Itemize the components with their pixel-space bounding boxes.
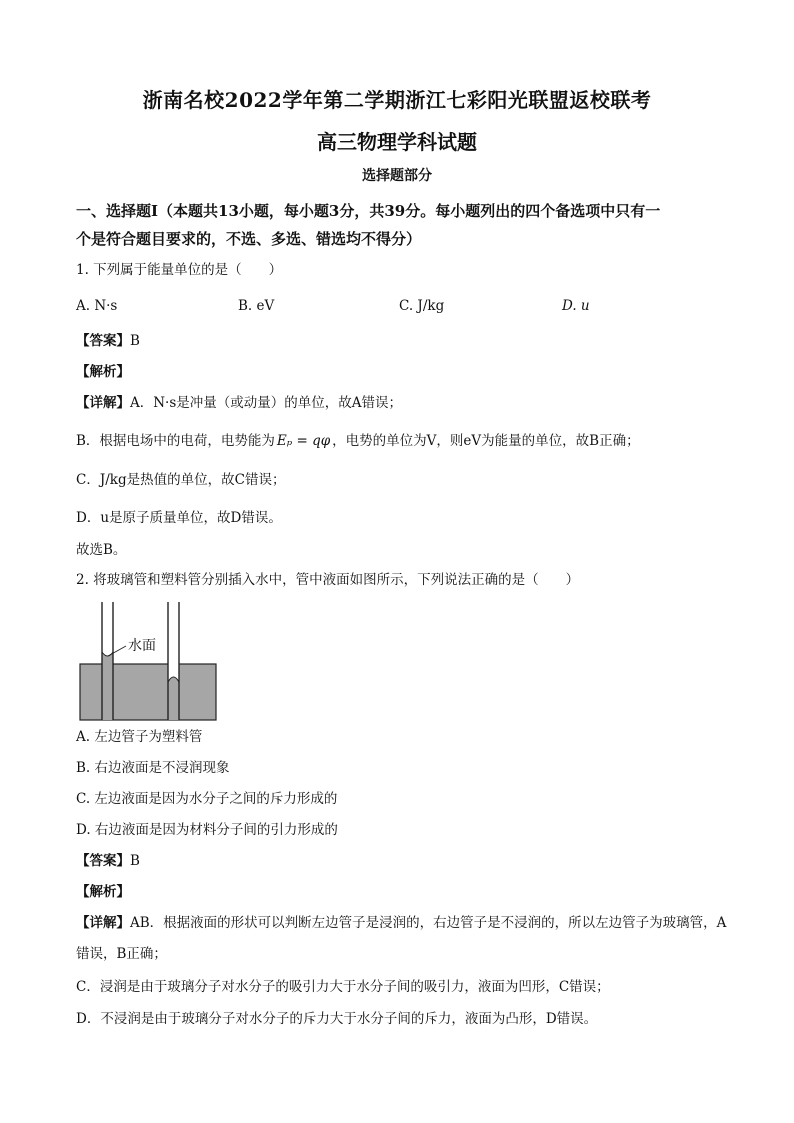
q1-stem: 1. 下列属于能量单位的是（ ） (76, 262, 283, 278)
q2-option-b: B. 右边液面是不浸润现象 (76, 760, 230, 776)
q1-detail-b (76, 431, 640, 451)
q1-detail-a-text: A．N·s是冲量（或动量）的单位，故A错误； (130, 395, 403, 411)
exam-title: 浙南名校2022学年第二学期浙江七彩阳光联盟返校联考 (142, 88, 652, 112)
right-tube-water (168, 677, 179, 720)
q2-detail-tag: 【详解】 (76, 915, 130, 931)
exam-subtitle: 高三物理学科试题 (317, 130, 477, 154)
q1-detail-b-pre: B．根据电场中的电荷，电势能为 (76, 433, 275, 449)
q1-option-b: B. eV (238, 298, 275, 314)
q1-option-d: D. u (562, 298, 590, 314)
water-surface-label: 水面 (128, 638, 156, 654)
q1-analysis-tag: 【解析】 (76, 364, 130, 380)
q2-option-d: D. 右边液面是因为材料分子间的引力形成的 (76, 822, 338, 838)
q2-answer (76, 851, 140, 871)
q1-answer-tag: 【答案】 (76, 333, 130, 349)
q2-detail-c: C．浸润是由于玻璃分子对水分子的吸引力大于水分子间的吸引力，液面为凹形，C错误； (76, 979, 610, 995)
q2-answer-tag: 【答案】 (76, 853, 130, 869)
part-heading: 选择题部分 (362, 168, 432, 184)
q2-option-c: C. 左边液面是因为水分子之间的斥力形成的 (76, 791, 338, 807)
q1-option-c: C. J/kg (399, 298, 445, 314)
capillary-tubes-figure (78, 600, 218, 722)
q2-answer-value: B (130, 853, 140, 869)
q2-option-a: A. 左边管子为塑料管 (76, 729, 203, 745)
water-body (80, 664, 216, 720)
left-tube-water (102, 652, 113, 720)
q1-detail-d: D．u是原子质量单位，故D错误。 (76, 510, 282, 526)
q2-detail-ab-line1 (76, 913, 726, 933)
q1-conclusion: 故选B。 (76, 542, 127, 558)
q2-detail-d: D．不浸润是由于玻璃分子对水分子的斥力大于水分子间的斥力，液面为凸形，D错误。 (76, 1011, 598, 1027)
q1-detail-c: C．J/kg是热值的单位，故C错误； (76, 472, 286, 488)
q1-detail-b-post: ，电势的单位为V，则eV为能量的单位，故B正确； (332, 433, 640, 449)
q2-detail-ab-line2: 错误，B正确； (76, 946, 167, 962)
q1-answer-value: B (130, 333, 140, 349)
q1-detail-a (76, 393, 402, 413)
q2-stem: 2. 将玻璃管和塑料管分别插入水中，管中液面如图所示，下列说法正确的是（ ） (76, 572, 580, 588)
q1-option-a: A. N·s (76, 298, 118, 314)
q1-detail-tag: 【详解】 (76, 395, 130, 411)
q2-detail-ab-text: AB．根据液面的形状可以判断左边管子是浸润的，右边管子是不浸润的，所以左边管子为玻璃管，A (130, 915, 727, 931)
q2-analysis-tag: 【解析】 (76, 884, 130, 900)
q1-answer (76, 331, 140, 351)
q1-detail-b-formula: Eₚ = qφ (276, 433, 331, 449)
section-heading-line2: 个是符合题目要求的，不选、多选、错选均不得分） (76, 230, 422, 248)
section-heading-line1: 一、选择题Ⅰ（本题共13小题，每小题3分，共39分。每小题列出的四个备选项中只有一 (76, 202, 661, 220)
